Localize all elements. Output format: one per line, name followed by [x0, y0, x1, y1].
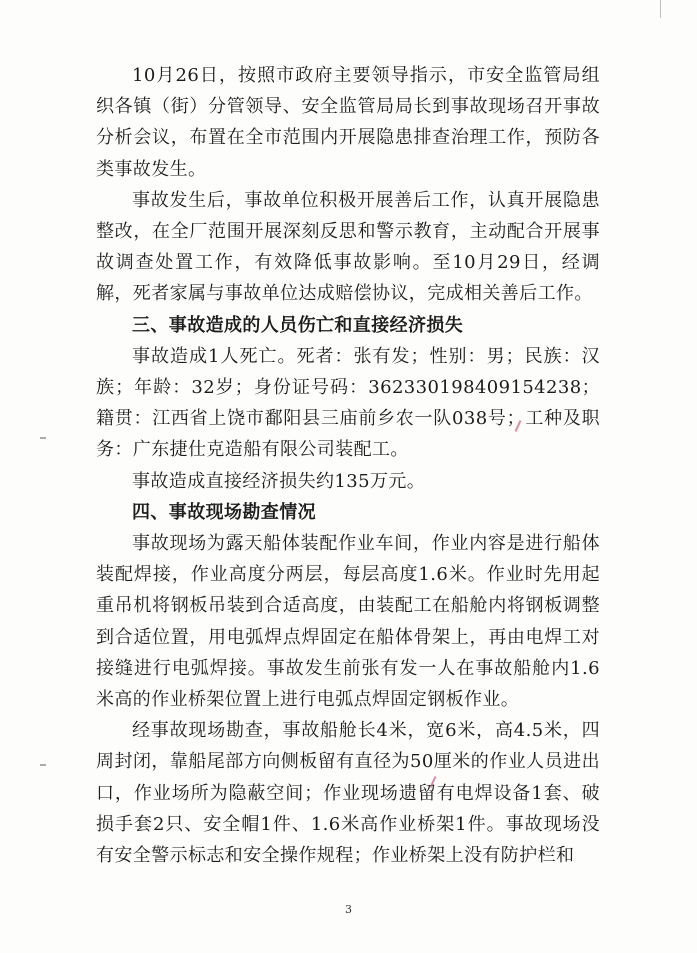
margin-mark — [40, 764, 46, 766]
paragraph: 经事故现场勘查，事故船舱长4米，宽6米，高4.5米，四周封闭，靠船尾部方向侧板留有直径为50厘米的作业人员进出口，作业场所为隐蔽空间；作业现场遗留有电焊设备1套、破损手套2只、安全帽1件、1.6米高作业桥架1件。事故现场没有安全警示标志和安全操作规程；作业桥架上没有防护栏和 — [96, 720, 600, 867]
paragraph: 事故造成1人死亡。死者：张有发；性别：男；民族：汉族；年龄：32岁；身份证号码：362330198409154238；籍贯：江西省上饶市鄱阳县三庙前乡农一队038号；工种及职务：广东捷仕克造船有限公司装配工。 — [96, 345, 600, 461]
document-body — [96, 60, 600, 871]
paragraph: 10月26日，按照市政府主要领导指示，市安全监管局组织各镇（街）分管领导、安全监管局局长到事故现场召开事故分析会议，布置在全市范围内开展隐患排查治理工作，预防各类事故发生。 — [96, 65, 600, 180]
page-number: 3 — [345, 903, 352, 916]
paragraph: 事故发生后，事故单位积极开展善后工作，认真开展隐患整改，在全厂范围开展深刻反思和警示教育，主动配合开展事故调查处置工作，有效降低事故影响。至10月29日，经调解，死者家属与事故单位达成赔偿协议，完成相关善后工作。 — [96, 189, 600, 305]
section-heading: 三、事故造成的人员伤亡和直接经济损失 — [132, 314, 464, 336]
section-heading: 四、事故现场勘查情况 — [132, 501, 316, 523]
margin-mark — [40, 437, 46, 439]
paragraph: 事故造成直接经济损失约135万元。 — [132, 470, 426, 492]
scan-edge-mark — [660, 0, 661, 18]
paragraph: 事故现场为露天船体装配作业车间，作业内容是进行船体装配焊接，作业高度分两层，每层高度1.6米。作业时先用起重吊机将钢板吊装到合适高度，由装配工在船舱内将钢板调整到合适位置，用电弧焊点焊固定在船体骨架上，再由电焊工对接缝进行电弧焊接。事故发生前张有发一人在事故船舱内1.6米高的作业桥架位置上进行电弧点焊固定钢板作业。 — [96, 533, 600, 711]
